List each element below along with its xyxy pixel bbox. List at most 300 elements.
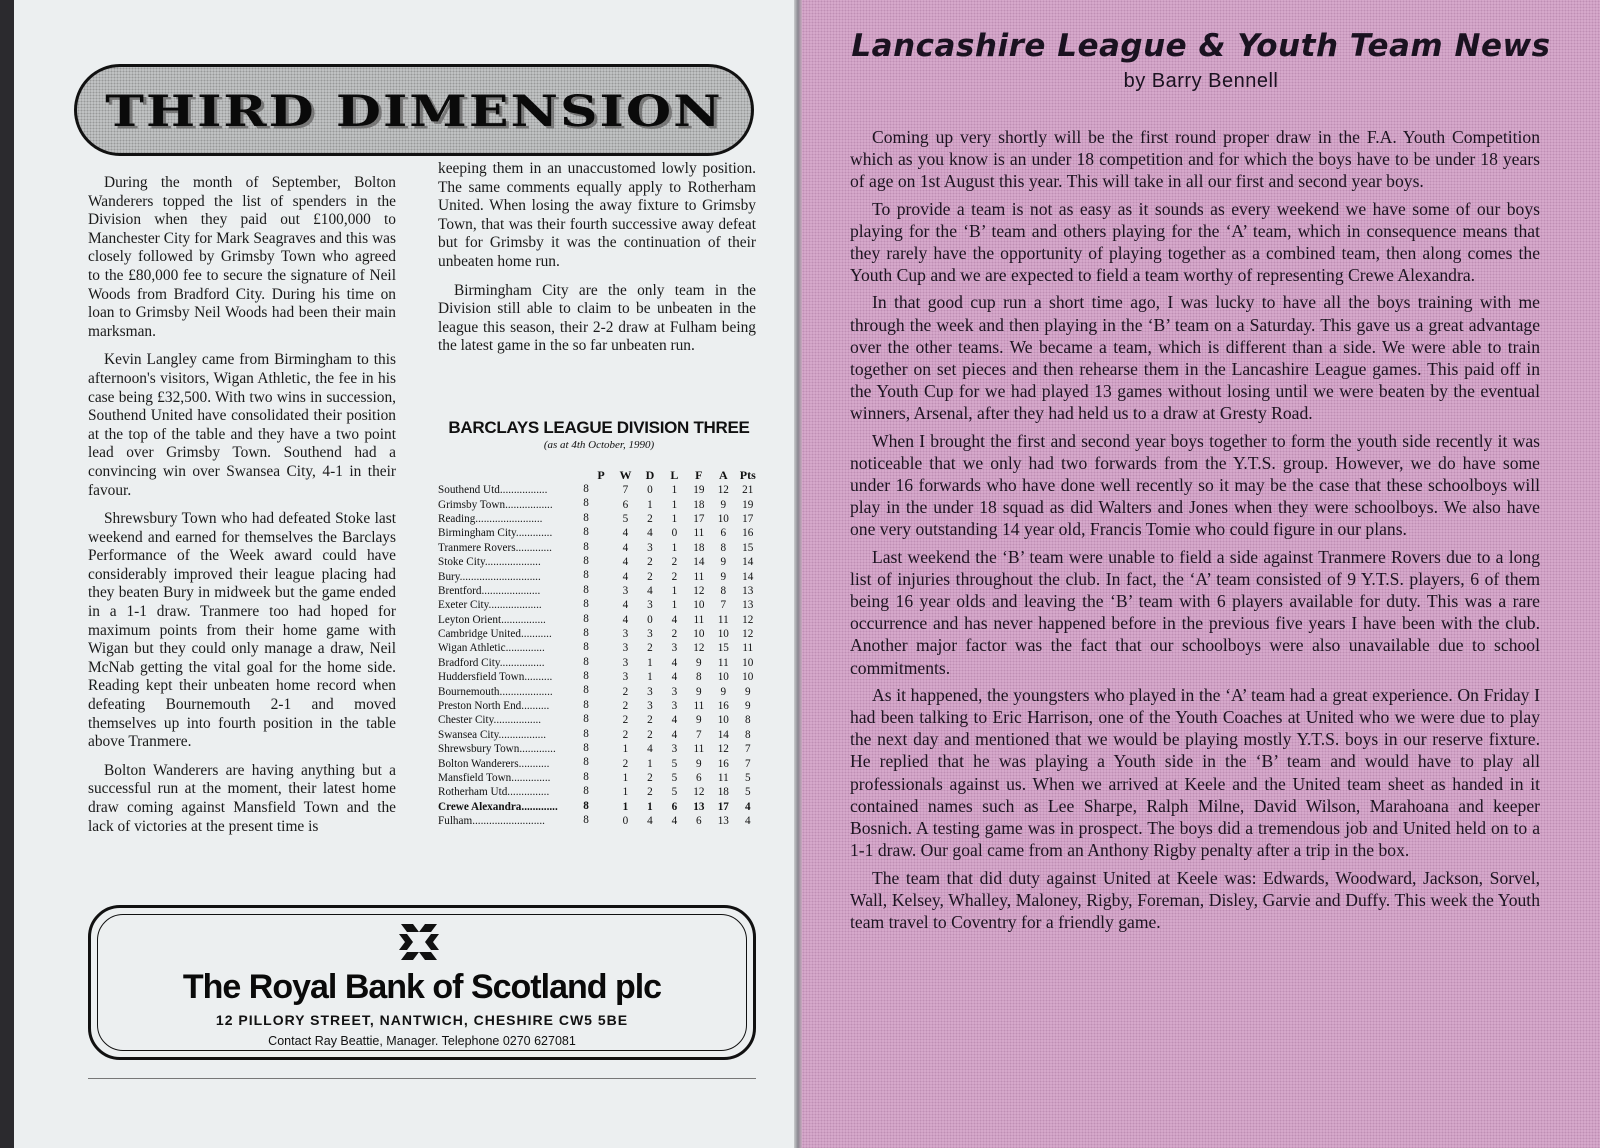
- stat-pts: 14: [742, 556, 754, 569]
- leader-dots: ...................: [488, 599, 542, 612]
- stat-l: 5: [671, 757, 678, 770]
- stat-f: 7: [696, 728, 702, 741]
- stat-d: 2: [647, 570, 653, 583]
- header-won: W: [619, 468, 632, 482]
- league-table-block: [438, 418, 760, 828]
- advert-bank-name: The Royal Bank of Scotland plc: [182, 968, 662, 1006]
- played-value: 8: [583, 655, 589, 668]
- stat-pts: 8: [744, 714, 751, 727]
- stat-d: 2: [647, 512, 653, 525]
- article-paragraph: Shrewsbury Town who had defeated Stoke last weekend and earned for themselves the Barclays Performance of the Week award could have considerably improved their league placing had they beaten Bury in midweek but the game ended in a 1-1 draw. Tranmere too had hoped for maximum points from their home game with Wigan but they could only manage a draw, Neil McNab getting the vital goal for the home side. Reading kept their unbeaten home record when defeating Bournemouth 2-1 and moved themselves up into fourth position in the table above Tranmere.: [88, 510, 396, 751]
- stat-a: 14: [717, 728, 729, 741]
- stat-w: 2: [622, 728, 629, 741]
- team-name: Fulham: [438, 815, 473, 828]
- stat-f: 9: [696, 757, 702, 770]
- played-value: 8: [583, 799, 589, 812]
- stat-l: 1: [671, 599, 678, 612]
- stat-f: 11: [693, 570, 705, 583]
- news-paragraph: Last weekend the ‘B’ team were unable to field a side against Tranmere Rovers due to a long list of injuries throughout the club. In fact, the ‘A’ team consisted of 9 Y.T.S. players, 6 of them being 16 year olds and leaving the ‘B’ team with 6 players available for duty. This was a rare occurrence and has never happened before in the previous five years I have been with the club. Another major factor was the fact that our schoolboys were also unavailable due to school commitments.: [850, 546, 1540, 678]
- played-value: 8: [583, 670, 589, 683]
- stat-d: 0: [647, 484, 653, 497]
- stat-d: 1: [647, 656, 653, 669]
- team-name-cell: [438, 541, 589, 555]
- stat-a: 10: [717, 714, 729, 727]
- played-value: 8: [583, 727, 589, 740]
- stat-w: 1: [622, 743, 629, 756]
- played-value: 8: [583, 511, 589, 524]
- team-name-cell: [438, 627, 589, 641]
- league-table-row: [438, 584, 760, 598]
- team-name-cell: [438, 728, 589, 742]
- stat-a: 18: [717, 786, 729, 799]
- stat-a: 12: [717, 743, 729, 756]
- team-name-cell: [438, 742, 589, 756]
- league-table-row: [438, 512, 760, 526]
- played-value: 8: [583, 770, 589, 783]
- leader-dots: ...........: [518, 757, 550, 770]
- stat-d: 2: [647, 786, 653, 799]
- league-table-row: [438, 541, 760, 555]
- stat-w: 3: [622, 642, 629, 655]
- stat-f: 11: [693, 613, 705, 626]
- team-name-cell: [438, 641, 589, 655]
- rbs-advert: [88, 905, 756, 1060]
- stat-a: 9: [720, 556, 727, 569]
- stat-w: 2: [622, 757, 629, 770]
- played-spacer: [589, 512, 613, 526]
- stat-w: 4: [622, 570, 629, 583]
- played-spacer: [589, 497, 613, 511]
- leader-dots: ..........: [524, 671, 553, 684]
- stat-l: 1: [671, 512, 678, 525]
- header-points: Pts: [739, 468, 756, 482]
- league-table-row: [438, 728, 760, 742]
- leader-dots: ................: [499, 656, 545, 669]
- league-table-subtitle: (as at 4th October, 1990): [543, 439, 655, 451]
- team-name: Preston North End: [438, 700, 522, 713]
- team-name: Brentford: [438, 584, 482, 597]
- team-name-cell: [438, 684, 589, 698]
- team-name-cell: [438, 814, 589, 828]
- team-name: Southend Utd.: [438, 484, 503, 497]
- stat-pts: 21: [742, 484, 754, 497]
- played-value: 8: [583, 483, 589, 495]
- stat-w: 2: [622, 714, 629, 727]
- right-page: [802, 0, 1600, 1148]
- stat-pts: 15: [742, 541, 754, 554]
- played-value: 8: [583, 756, 589, 769]
- played-spacer: [589, 670, 613, 684]
- league-table-row: [438, 756, 760, 770]
- stat-w: 4: [622, 541, 629, 554]
- played-value: 8: [583, 684, 589, 697]
- league-table-row: [438, 569, 760, 583]
- stat-f: 12: [693, 786, 705, 799]
- team-name-cell: [438, 497, 589, 511]
- stat-d: 0: [647, 613, 653, 626]
- played-value: 8: [583, 526, 589, 539]
- stat-d: 3: [647, 700, 653, 713]
- leader-dots: ........................: [475, 512, 543, 525]
- stat-l: 2: [671, 556, 678, 569]
- league-table-row: [438, 641, 760, 655]
- team-name-cell: [438, 771, 589, 785]
- stat-a: 11: [717, 613, 729, 626]
- stat-pts: 17: [742, 512, 754, 525]
- team-name-cell: [438, 512, 589, 526]
- stat-l: 1: [671, 498, 678, 511]
- leader-dots: ..........................: [472, 815, 545, 828]
- played-spacer: [589, 641, 613, 655]
- team-name-cell: [438, 598, 589, 612]
- stat-w: 4: [622, 599, 629, 612]
- league-table-row: [438, 785, 760, 799]
- stat-l: 1: [671, 584, 678, 597]
- team-name: Wigan Athletic: [438, 642, 506, 655]
- news-paragraph: When I brought the first and second year boys together to form the youth side recently it was noticeable that we only had two forwards from the Y.T.S. group. However, we do have some under 16 forwards who have done well recently so it may be the case that these schoolboys will play in the under 18 squad as did Walters and Jones when they were schoolboys. We also have one very outstanding 14 year old, Francis Tomie who could figure in our plans.: [850, 430, 1540, 540]
- leader-dots: ..............: [511, 772, 551, 784]
- stat-l: 0: [671, 527, 678, 540]
- left-page: [14, 0, 794, 1148]
- team-name: Bournemouth: [438, 685, 500, 698]
- leader-dots: .............: [515, 541, 552, 554]
- leader-dots: .....................: [481, 584, 541, 597]
- stat-w: 3: [622, 628, 629, 641]
- stat-f: 9: [696, 714, 702, 727]
- team-name: Grimsby Town: [438, 498, 506, 511]
- rbs-daisy-logo-icon: [397, 920, 441, 964]
- stat-f: 9: [696, 685, 702, 698]
- leader-dots: .............: [515, 527, 553, 540]
- stat-f: 9: [696, 656, 702, 669]
- stat-a: 6: [720, 527, 727, 540]
- played-spacer: [589, 555, 613, 569]
- stat-pts: 13: [742, 584, 754, 597]
- league-table-row: [438, 613, 760, 627]
- stat-pts: 9: [744, 685, 751, 698]
- stat-l: 4: [671, 656, 678, 669]
- stat-w: 1: [622, 772, 629, 784]
- stat-f: 14: [693, 556, 705, 569]
- stat-pts: 7: [744, 757, 751, 770]
- stat-l: 4: [671, 728, 678, 741]
- played-value: 8: [583, 641, 589, 654]
- played-spacer: [589, 584, 613, 598]
- stat-a: 7: [720, 599, 727, 612]
- stat-pts: 10: [742, 671, 754, 684]
- played-value: 8: [583, 713, 589, 726]
- stat-w: 3: [622, 584, 629, 597]
- stat-pts: 8: [744, 728, 751, 741]
- leader-dots: ..........: [521, 700, 550, 713]
- played-value: 8: [583, 813, 589, 826]
- stat-w: 4: [622, 527, 629, 540]
- leader-dots: ...........: [520, 628, 552, 641]
- stat-w: 4: [622, 613, 629, 626]
- league-table-row: [438, 555, 760, 569]
- team-name-cell: [438, 699, 589, 713]
- stat-d: 1: [647, 498, 653, 511]
- leader-dots: .............: [521, 800, 558, 813]
- leader-dots: ................: [501, 613, 546, 626]
- played-value: 8: [583, 598, 589, 611]
- stat-a: 10: [717, 671, 729, 684]
- stat-w: 7: [622, 484, 629, 497]
- stat-pts: 5: [744, 786, 751, 799]
- stat-f: 17: [693, 512, 705, 525]
- played-value: 8: [583, 612, 589, 625]
- stat-a: 12: [717, 484, 729, 497]
- advert-address: 12 PILLORY STREET, NANTWICH, CHESHIRE CW5 5BE: [215, 1012, 629, 1028]
- leader-dots: .............: [519, 743, 556, 756]
- stat-pts: 7: [744, 743, 751, 756]
- header-drawn: D: [645, 468, 655, 482]
- stat-a: 9: [720, 498, 727, 511]
- leader-dots: ..............: [510, 786, 550, 799]
- stat-f: 13: [693, 800, 705, 813]
- stat-w: 1: [622, 800, 629, 813]
- stat-a: 9: [720, 685, 727, 698]
- stat-pts: 12: [742, 628, 754, 641]
- header-played: P: [597, 468, 605, 482]
- stat-a: 11: [717, 772, 729, 784]
- stat-pts: 9: [744, 700, 751, 713]
- team-name: Reading: [438, 512, 476, 525]
- played-spacer: [589, 684, 613, 698]
- stat-w: 6: [622, 498, 629, 511]
- played-value: 8: [583, 785, 589, 798]
- stat-l: 4: [671, 815, 678, 828]
- played-value: 8: [583, 583, 589, 596]
- stat-f: 18: [693, 541, 705, 554]
- stat-l: 4: [671, 613, 678, 626]
- leader-dots: .............................: [459, 570, 541, 583]
- stat-pts: 4: [744, 800, 751, 813]
- binding-edge: [0, 0, 14, 1148]
- stat-l: 2: [671, 628, 678, 641]
- stat-w: 5: [622, 512, 629, 525]
- played-value: 8: [583, 540, 589, 553]
- stat-l: 6: [671, 800, 678, 813]
- stat-l: 5: [671, 786, 678, 799]
- stat-pts: 12: [742, 613, 754, 626]
- news-paragraph: To provide a team is not as easy as it sounds as every weekend we have some of our boys playing for the ‘B’ team and others playing for the ‘A’ team, which in consequence means that they rarely have the opportunity of playing together as a combined team, then along comes the Youth Cup and we are expected to field a team worthy of representing Crewe Alexandra.: [850, 198, 1540, 286]
- stat-d: 4: [647, 815, 653, 828]
- youth-news-title: Lancashire League & Youth Team News: [851, 28, 1551, 64]
- article-column-b: [438, 160, 756, 366]
- played-spacer: [589, 627, 613, 641]
- stat-pts: 11: [742, 642, 754, 655]
- stat-d: 3: [647, 541, 653, 554]
- team-name-cell: [438, 584, 589, 598]
- played-spacer: [589, 785, 613, 799]
- stat-d: 2: [647, 714, 653, 727]
- league-table-row: [438, 814, 760, 828]
- league-table-title: BARCLAYS LEAGUE DIVISION THREE: [448, 418, 750, 437]
- team-name: Shrewsbury Town: [438, 743, 520, 756]
- stat-w: 3: [622, 656, 629, 669]
- league-table-row: [438, 800, 760, 814]
- played-value: 8: [583, 497, 589, 510]
- team-name-cell: [438, 800, 589, 814]
- stat-pts: 10: [742, 656, 754, 669]
- team-name: Bradford City: [438, 656, 500, 669]
- stat-d: 4: [647, 743, 653, 756]
- leader-dots: .................: [498, 728, 547, 741]
- league-table-row: [438, 684, 760, 698]
- played-spacer: [589, 699, 613, 713]
- stat-l: 3: [671, 700, 678, 713]
- stat-l: 1: [671, 484, 678, 497]
- team-name: Mansfield Town: [438, 772, 512, 784]
- stat-f: 6: [696, 815, 702, 828]
- played-value: 8: [583, 698, 589, 711]
- stat-l: 3: [671, 685, 678, 698]
- played-spacer: [589, 728, 613, 742]
- played-spacer: [589, 800, 613, 814]
- played-spacer: [589, 613, 613, 627]
- league-table-row: [438, 670, 760, 684]
- stat-d: 4: [647, 527, 653, 540]
- stat-f: 18: [693, 498, 705, 511]
- stat-f: 12: [693, 642, 705, 655]
- header-team: [438, 468, 589, 483]
- stat-d: 3: [647, 599, 653, 612]
- stat-d: 2: [647, 556, 653, 569]
- team-name-cell: [438, 526, 589, 540]
- stat-pts: 19: [742, 498, 754, 511]
- stat-w: 4: [622, 556, 629, 569]
- team-name: Cambridge United: [438, 628, 521, 641]
- stat-d: 1: [647, 671, 653, 684]
- league-table-row: [438, 771, 760, 785]
- third-dimension-banner: [74, 64, 754, 156]
- played-spacer: [589, 756, 613, 770]
- stat-a: 16: [717, 700, 729, 713]
- stat-a: 17: [717, 800, 729, 813]
- stat-d: 1: [647, 800, 653, 813]
- stat-l: 4: [671, 714, 678, 727]
- stat-d: 2: [647, 642, 653, 655]
- stat-f: 11: [693, 700, 705, 713]
- youth-news-byline: by Barry Bennell: [1123, 70, 1279, 92]
- stat-d: 3: [647, 628, 653, 641]
- team-name: Bolton Wanderers: [438, 757, 519, 770]
- article-paragraph: Kevin Langley came from Birmingham to this afternoon's visitors, Wigan Athletic, the fee in his case being £32,500. With two wins in succession, Southend United have consolidated their position at the top of the table and they have a two point lead over Grimsby Town. Southend had a convincing win over Swansea City, 4-1 in their favour.: [88, 351, 396, 499]
- team-name: Huddersfield Town: [438, 671, 525, 684]
- article-column-a: [88, 174, 396, 846]
- leader-dots: ...................: [499, 685, 553, 698]
- leader-dots: .................: [505, 498, 553, 511]
- stat-pts: 5: [744, 772, 751, 784]
- team-name: Stoke City: [438, 556, 485, 569]
- league-table-row: [438, 742, 760, 756]
- league-table-row: [438, 699, 760, 713]
- team-name: Chester City: [438, 714, 494, 727]
- leader-dots: ....................: [484, 556, 541, 569]
- league-table-header-row: [438, 468, 760, 483]
- league-table: [438, 468, 760, 828]
- team-name: Exeter City: [438, 599, 489, 612]
- played-value: 8: [583, 742, 589, 755]
- played-spacer: [589, 771, 613, 785]
- stat-l: 4: [671, 671, 678, 684]
- played-spacer: [589, 483, 613, 497]
- youth-news-body: [850, 126, 1540, 938]
- stat-f: 6: [696, 772, 702, 784]
- stat-f: 11: [693, 743, 705, 756]
- team-name-cell: [438, 756, 589, 770]
- advert-contact: Contact Ray Beattie, Manager. Telephone 0270 627081: [268, 1034, 576, 1048]
- stat-a: 8: [720, 584, 727, 597]
- played-spacer: [589, 526, 613, 540]
- article-paragraph: During the month of September, Bolton Wanderers topped the list of spenders in the Division when they paid out £100,000 to Manchester City for Mark Seagraves and this was closely followed by Grimsby Town who agreed to the £80,000 fee to secure the signature of Neil Woods from Bradford City. During his time on loan to Grimsby Neil Woods had been their main marksman.: [88, 174, 396, 340]
- stat-a: 10: [717, 628, 729, 641]
- league-table-body: [438, 483, 760, 828]
- team-name: Birmingham City: [438, 527, 516, 540]
- news-paragraph: The team that did duty against United at Keele was: Edwards, Woodward, Jackson, Sorvel, Wall, Kelsey, Whalley, Maloney, Rigby, Foreman, Disley, Garvie and Duffy. This week the Youth team travel to Coventry for a friendly game.: [850, 867, 1540, 932]
- played-value: 8: [583, 626, 589, 639]
- stat-l: 2: [671, 570, 678, 583]
- news-paragraph: As it happened, the youngsters who played in the ‘A’ team had a great experience. On Friday I had been talking to Eric Harrison, one of the Youth Coaches at United who we were due to play the next day and mentioned that we would be playing mostly Y.T.S. boys in our reserve fixture. He replied that he was playing a Youth side in the ‘B’ team and would have to play all professionals against us. When we arrived at Keele and the United team sheet as handed in it contained names such as Lee Sharpe, Ralph Milne, David Wilson, Marahoana and keeper Bosnich. A testing game was in prospect. The boys did a tremendous job and United held on to a 1-1 draw. Our goal came from an Anthony Rigby penalty after a trip in the box.: [850, 684, 1540, 861]
- team-name: Rotherham Utd.: [438, 786, 511, 799]
- played-spacer: [589, 541, 613, 555]
- played-spacer: [589, 713, 613, 727]
- stat-w: 2: [622, 700, 629, 713]
- league-table-row: [438, 713, 760, 727]
- team-name: Leyton Orient: [438, 613, 502, 626]
- article-paragraph: keeping them in an unaccustomed lowly position. The same comments equally apply to Rotherham United. When losing the away fixture to Grimsby Town, that was their fourth successive away defeat but for Grimsby it was the continuation of their unbeaten home run.: [438, 160, 756, 270]
- stat-l: 3: [671, 642, 678, 655]
- stat-a: 16: [717, 757, 729, 770]
- league-table-row: [438, 656, 760, 670]
- team-name: Tranmere Rovers: [438, 541, 516, 554]
- team-name-cell: [438, 483, 589, 497]
- team-name: Swansea City: [438, 728, 499, 741]
- stat-pts: 16: [742, 527, 754, 540]
- league-table-row: [438, 598, 760, 612]
- header-against: A: [718, 468, 728, 482]
- stat-l: 3: [671, 743, 678, 756]
- header-for: F: [695, 468, 703, 482]
- stat-d: 4: [647, 584, 653, 597]
- stat-w: 0: [622, 815, 629, 828]
- news-paragraph: Coming up very shortly will be the first round proper draw in the F.A. Youth Competition which as you know is an under 18 competition and for which the boys have to be under 18 years of age on 1st August this year. This will take in all our first and second year boys.: [850, 127, 1540, 192]
- stat-d: 3: [647, 685, 653, 698]
- stat-a: 11: [717, 656, 729, 669]
- team-name-cell: [438, 670, 589, 684]
- leader-dots: ................: [502, 484, 548, 497]
- stat-f: 8: [696, 671, 702, 684]
- league-table-row: [438, 483, 760, 497]
- stat-l: 5: [671, 772, 678, 784]
- team-name-cell: [438, 713, 589, 727]
- news-paragraph: In that good cup run a short time ago, I was lucky to have all the boys training with me through the week and then playing in the ‘B’ team on a Saturday. This gave us a great advantage over the other teams. We became a team, which is different than a side. We were able to train together on set pieces and then rehearse them in the Lancashire League games. This paid off in the Youth Cup for we had played 13 games without losing until we were beaten by the eventual winners, Arsenal, after they had held us to a draw at Gresty Road.: [850, 292, 1540, 424]
- stat-f: 12: [693, 584, 705, 597]
- league-table-row: [438, 627, 760, 641]
- stat-a: 8: [720, 541, 727, 554]
- team-name-cell: [438, 785, 589, 799]
- article-paragraph: Birmingham City are the only team in the Division still able to claim to be unbeaten in the league this season, their 2-2 draw at Fulham being the latest game in the so far unbeaten run.: [438, 281, 756, 355]
- played-spacer: [589, 598, 613, 612]
- played-spacer: [589, 569, 613, 583]
- team-name-cell: [438, 555, 589, 569]
- played-value: 8: [583, 569, 589, 582]
- stat-f: 19: [693, 484, 705, 497]
- stat-pts: 14: [742, 570, 754, 583]
- stat-f: 11: [693, 527, 705, 540]
- league-table-row: [438, 526, 760, 540]
